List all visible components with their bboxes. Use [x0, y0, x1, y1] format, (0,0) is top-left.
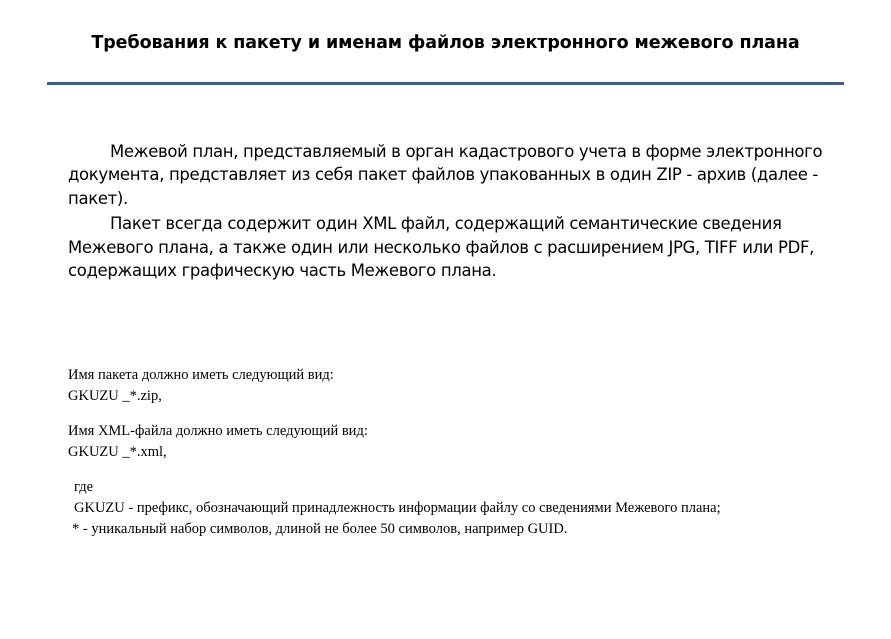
prefix-definition: GKUZU - префикс, обозначающий принадлежность информации файлу со сведениями Межевого плана;: [74, 500, 721, 517]
page-title: Требования к пакету и именам файлов электронного межевого плана: [91, 33, 800, 53]
paragraph-package-definition: Межевой план, представляемый в орган кадастрового учета в форме электронного документа, представляет из себя пакет файлов упакованных в один ZIP - архив (далее - пакет).: [68, 142, 823, 208]
asterisk-definition: * - уникальный набор символов, длиной не более 50 символов, например GUID.: [72, 521, 568, 538]
title-divider: [47, 82, 844, 85]
notes-spacer-1: [68, 407, 838, 421]
package-name-label: Имя пакета должно иметь следующий вид:: [68, 367, 334, 383]
body-text-block: [68, 140, 828, 283]
xml-name-value: GKUZU _*.xml,: [68, 444, 167, 461]
where-label: где: [74, 479, 94, 496]
xml-name-label: Имя XML-файла должно иметь следующий вид:: [68, 423, 368, 440]
paragraph-package-contents: Пакет всегда содержит один XML файл, содержащий семантические сведения Межевого плана, а также один или несколько файлов с расширением JPG, TIFF или PDF, содержащих графическую часть Межевого плана.: [68, 214, 815, 281]
notes-spacer-2: [68, 463, 838, 477]
package-name-value: GKUZU _*.zip,: [68, 388, 162, 405]
naming-rules-block: [68, 365, 838, 540]
